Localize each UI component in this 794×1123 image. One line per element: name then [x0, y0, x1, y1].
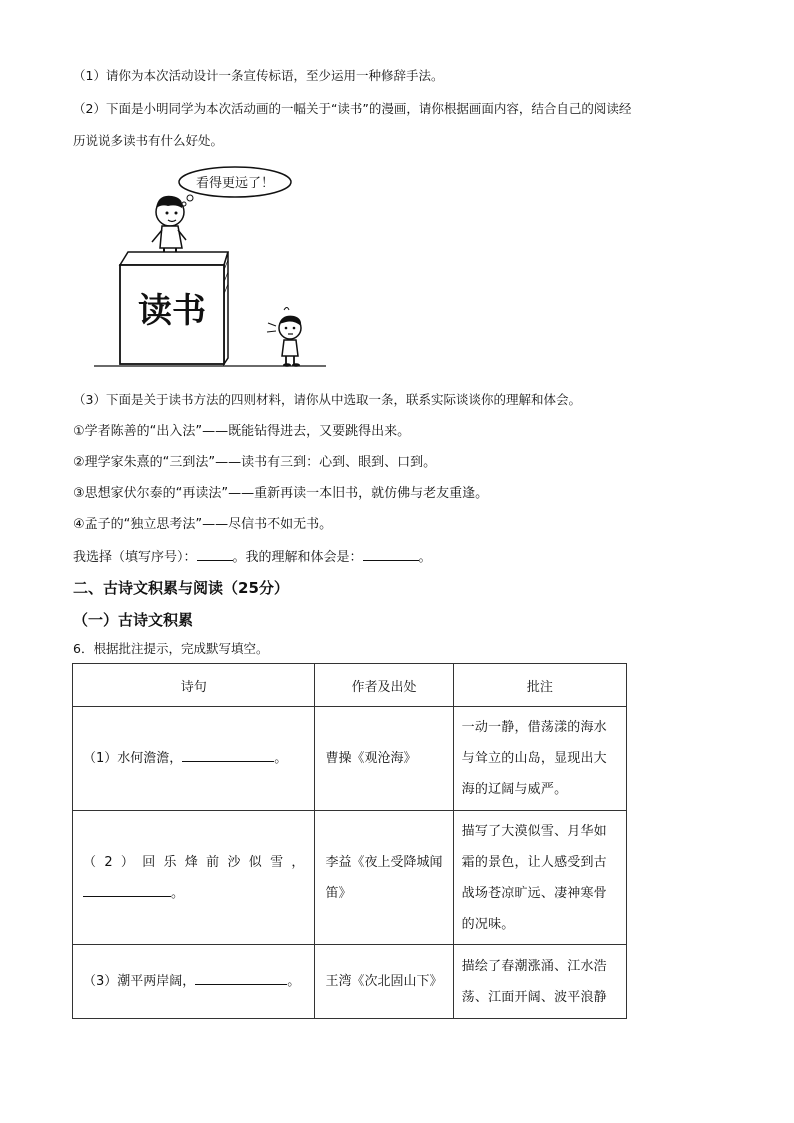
section-2-subtitle: （一）古诗文积累: [73, 611, 194, 629]
material-3: ③思想家伏尔泰的“再读法”——重新再读一本旧书，就仿佛与老友重逢。: [73, 486, 489, 501]
note-cell: 一动一静，借荡漾的海水 与耸立的山岛，显现出大 海的辽阔与威严。: [453, 707, 626, 811]
question-1: （1）请你为本次活动设计一条宣传标语，至少运用一种修辞手法。: [73, 68, 444, 83]
material-2: ②理学家朱熹的“三到法”——读书有三到：心到、眼到、口到。: [73, 455, 437, 470]
header-source: 作者及出处: [315, 664, 453, 707]
choice-label: 我选择（填写序号）：: [73, 550, 197, 565]
question-6: 6．根据批注提示，完成默写填空。: [73, 641, 269, 656]
choice-line: 我选择（填写序号）： 。我的理解和体会是： 。: [73, 550, 432, 565]
question-2-line-1: （2）下面是小明同学为本次活动画的一幅关于“读书”的漫画，请你根据画面内容，结合自己的阅读经: [73, 101, 632, 116]
poem-blank[interactable]: [83, 884, 171, 897]
poem-cell: （1）水何澹澹， 。: [73, 707, 315, 811]
poem-cell: （2）回乐烽前沙似雪， 。: [73, 811, 315, 945]
question-3: （3）下面是关于读书方法的四则材料，请你从中选取一条，联系实际谈谈你的理解和体会。: [73, 392, 581, 407]
man-body: [160, 226, 182, 248]
table-header-row: [73, 664, 627, 707]
note-cell: 描绘了春潮涨涌、江水浩 荡、江面开阔、波平浪静: [453, 945, 626, 1019]
material-4: ④孟子的“独立思考法”——尽信书不如无书。: [73, 517, 333, 532]
table-row: [73, 811, 627, 945]
source-cell: 曹操《观沧海》: [315, 707, 453, 811]
poem-blank[interactable]: [195, 972, 287, 985]
material-1: ①学者陈善的“出入法”——既能钻得进去，又要跳得出来。: [73, 424, 411, 439]
header-poem: 诗句: [73, 664, 315, 707]
note-cell: 描写了大漠似雪、月华如 霜的景色，让人感受到古 战场苍凉旷远、凄神寒骨 的况味。: [453, 811, 626, 945]
child-body: [282, 340, 298, 356]
choice-blank[interactable]: [197, 548, 233, 561]
question-2-line-2: 历说说多读书有什么好处。: [73, 133, 224, 148]
section-2-title: 二、古诗文积累与阅读（25分）: [73, 579, 289, 597]
source-cell: 李益《夜上受降城闻 笛》: [315, 811, 453, 945]
understanding-blank[interactable]: [363, 548, 419, 561]
reading-cartoon: [90, 160, 330, 375]
book-block: [120, 252, 228, 265]
understanding-label: 。我的理解和体会是：: [232, 550, 363, 565]
speech-text: 看得更远了！: [195, 176, 275, 191]
poem-blank[interactable]: [182, 749, 274, 762]
table-row: [73, 707, 627, 811]
poem-cell: （3）潮平两岸阔， 。: [73, 945, 315, 1019]
source-cell: 王湾《次北固山下》: [315, 945, 453, 1019]
poem-table: [72, 663, 627, 1019]
table-row: [73, 945, 627, 1019]
header-note: 批注: [453, 664, 626, 707]
book-label: 读书: [138, 291, 206, 331]
